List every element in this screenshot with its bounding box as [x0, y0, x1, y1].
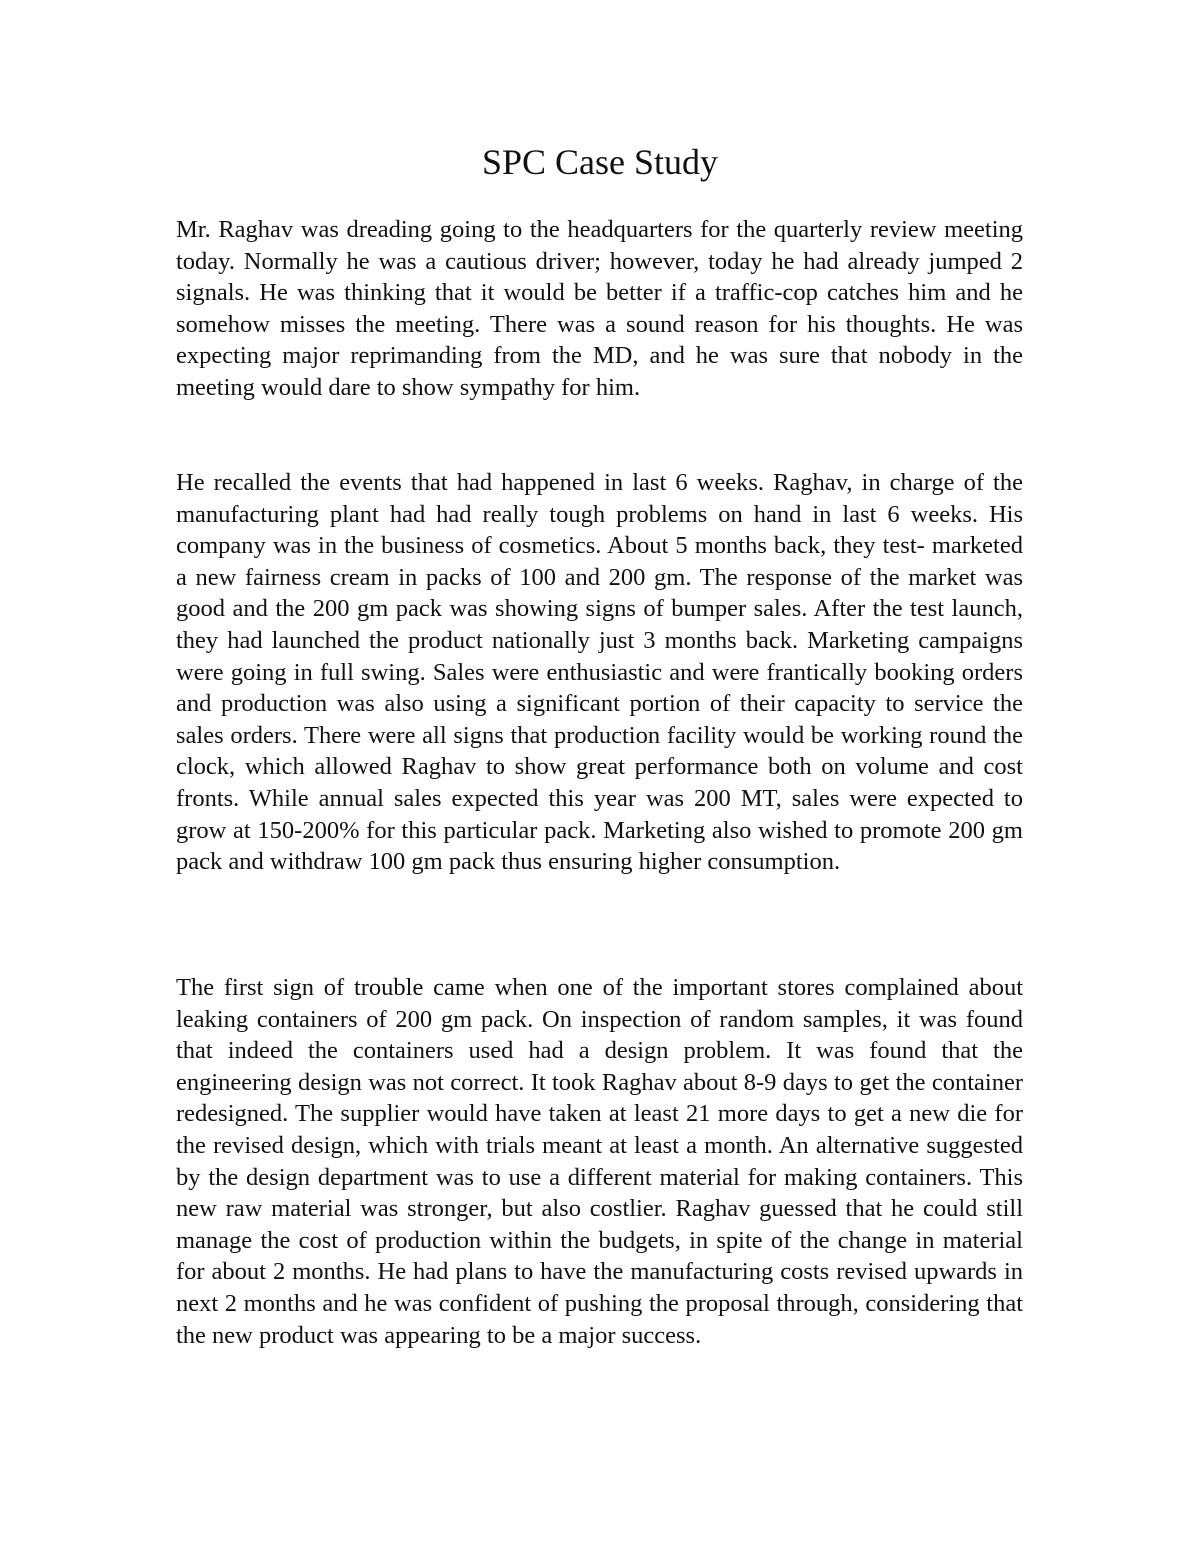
- paragraph: The first sign of trouble came when one of the important stores complained about leaking containers of 200 gm pack. On inspection of random samples, it was found that indeed the containers used had a design problem. It was found that the engineering design was not correct. It took Raghav about 8-9 days to get the container redesigned. The supplier would have taken at least 21 more days to get a new die for the revised design, which with trials meant at least a month. An alternative suggested by the design department was to use a different material for making containers. This new raw material was stronger, but also costlier. Raghav guessed that he could still manage the cost of production within the budgets, in spite of the change in material for about 2 months. He had plans to have the manufacturing costs revised upwards in next 2 months and he was confident of pushing the proposal through, considering that the new product was appearing to be a major success.: [176, 974, 1023, 1349]
- paragraph: He recalled the events that had happened in last 6 weeks. Raghav, in charge of the manufacturing plant had had really tough problems on hand in last 6 weeks. His company was in the business of cosmetics. About 5 months back, they test- marketed a new fairness cream in packs of 100 and 200 gm. The response of the market was good and the 200 gm pack was showing signs of bumper sales. After the test launch, they had launched the product nationally just 3 months back. Marketing campaigns were going in full swing. Sales were enthusiastic and were frantically booking orders and production was also using a significant portion of their capacity to service the sales orders. There were all signs that production facility would be working round the clock, which allowed Raghav to show great performance both on volume and cost fronts. While annual sales expected this year was 200 MT, sales were expected to grow at 150-200% for this particular pack. Marketing also wished to promote 200 gm pack and withdraw 100 gm pack thus ensuring higher consumption.: [176, 469, 1023, 876]
- page-title: SPC Case Study: [481, 142, 719, 182]
- paragraph: Mr. Raghav was dreading going to the headquarters for the quarterly review meeting today. Normally he was a cautious driver; however, today he had already jumped 2 signals. He was thinking that it would be better if a traffic-cop catches him and he somehow misses the meeting. There was a sound reason for his thoughts. He was expecting major reprimanding from the MD, and he was sure that nobody in the meeting would dare to show sympathy for him.: [176, 216, 1023, 401]
